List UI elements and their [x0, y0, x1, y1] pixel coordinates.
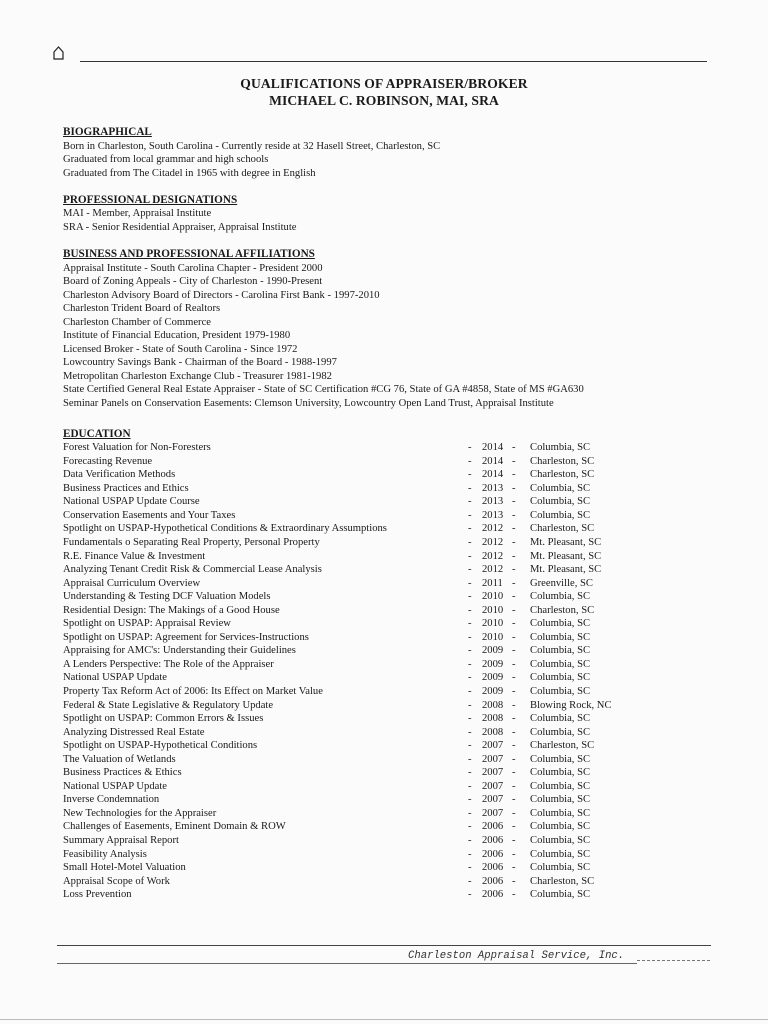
education-row	[63, 617, 703, 631]
education-year: 2009	[482, 645, 504, 657]
education-dash: -	[468, 523, 472, 535]
education-row	[63, 848, 703, 862]
education-row	[63, 780, 703, 794]
education-row	[63, 455, 703, 469]
education-row	[63, 820, 703, 834]
education-dash: -	[468, 821, 472, 833]
education-course: Small Hotel-Motel Valuation	[63, 862, 186, 874]
education-dash: -	[468, 496, 472, 508]
education-dash: -	[512, 780, 516, 792]
footer-rule-dashed	[637, 960, 710, 961]
education-course: A Lenders Perspective: The Role of the Appraiser	[63, 658, 274, 670]
education-course: Fundamentals o Separating Real Property, Personal Property	[63, 536, 320, 548]
education-location: Columbia, SC	[530, 794, 591, 806]
education-year: 2009	[482, 658, 504, 670]
education-dash: -	[468, 834, 472, 846]
education-course: Analyzing Distressed Real Estate	[63, 726, 205, 738]
education-dash: -	[468, 564, 472, 576]
education-location: Charleston, SC	[530, 523, 595, 535]
education-dash: -	[512, 848, 516, 860]
education-dash: -	[512, 536, 516, 548]
education-year: 2007	[482, 780, 504, 792]
education-year: 2013	[482, 509, 504, 521]
education-location: Columbia, SC	[530, 713, 591, 725]
education-year: 2006	[482, 834, 504, 846]
education-dash: -	[512, 564, 516, 576]
education-row	[63, 522, 703, 536]
education-dash: -	[512, 455, 516, 467]
education-dash: -	[512, 699, 516, 711]
house-outline-icon	[53, 46, 64, 60]
document-header	[0, 75, 768, 109]
education-dash: -	[512, 604, 516, 616]
education-dash: -	[512, 740, 516, 752]
education-dash: -	[512, 645, 516, 657]
education-course: Spotlight on USPAP-Hypothetical Conditions	[63, 740, 258, 752]
affiliation-line: Appraisal Institute - South Carolina Chapter - President 2000	[63, 262, 323, 274]
education-year: 2008	[482, 699, 504, 711]
education-course: Forecasting Revenue	[63, 455, 153, 467]
education-year: 2010	[482, 604, 504, 616]
education-course: Business Practices & Ethics	[63, 767, 182, 779]
education-year: 2009	[482, 685, 504, 697]
education-location: Columbia, SC	[530, 645, 591, 657]
education-row	[63, 726, 703, 740]
education-year: 2006	[482, 875, 504, 887]
education-row	[63, 631, 703, 645]
education-location: Columbia, SC	[530, 821, 591, 833]
education-dash: -	[512, 834, 516, 846]
education-location: Columbia, SC	[530, 889, 591, 901]
education-course: Property Tax Reform Act of 2006: Its Effect on Market Value	[63, 685, 323, 697]
education-location: Columbia, SC	[530, 726, 591, 738]
education-row	[63, 861, 703, 875]
education-dash: -	[512, 591, 516, 603]
education-location: Columbia, SC	[530, 509, 591, 521]
education-dash: -	[468, 442, 472, 454]
education-dash: -	[468, 753, 472, 765]
education-year: 2006	[482, 862, 504, 874]
education-location: Mt. Pleasant, SC	[530, 550, 602, 562]
education-row	[63, 482, 703, 496]
education-course: National USPAP Update Course	[63, 496, 200, 508]
education-location: Columbia, SC	[530, 496, 591, 508]
section-biographical	[63, 126, 703, 180]
education-dash: -	[512, 442, 516, 454]
education-location: Charleston, SC	[530, 875, 595, 887]
education-row	[63, 495, 703, 509]
education-course: National USPAP Update	[63, 780, 167, 792]
biographical-line: Graduated from The Citadel in 1965 with degree in English	[63, 167, 316, 179]
education-dash: -	[468, 713, 472, 725]
education-location: Columbia, SC	[530, 862, 591, 874]
education-dash: -	[512, 753, 516, 765]
section-title-affiliations: BUSINESS AND PROFESSIONAL AFFILIATIONS	[63, 247, 315, 260]
education-row	[63, 793, 703, 807]
education-year: 2012	[482, 550, 504, 562]
education-year: 2007	[482, 794, 504, 806]
education-row	[63, 766, 703, 780]
footer-rule	[57, 945, 711, 946]
education-location: Columbia, SC	[530, 807, 591, 819]
education-course: New Technologies for the Appraiser	[63, 807, 217, 819]
education-row	[63, 753, 703, 767]
education-dash: -	[468, 780, 472, 792]
education-course: National USPAP Update	[63, 672, 167, 684]
education-dash: -	[468, 767, 472, 779]
education-dash: -	[468, 509, 472, 521]
affiliation-line: Metropolitan Charleston Exchange Club - Treasurer 1981-1982	[63, 370, 332, 382]
education-course: Data Verification Methods	[63, 469, 176, 481]
education-dash: -	[468, 455, 472, 467]
education-row	[63, 577, 703, 591]
education-row	[63, 888, 703, 902]
education-dash: -	[468, 726, 472, 738]
education-dash: -	[468, 848, 472, 860]
education-location: Columbia, SC	[530, 848, 591, 860]
education-course: Federal & State Legislative & Regulatory Update	[63, 699, 274, 711]
section-designations	[63, 194, 703, 235]
education-course: The Valuation of Wetlands	[63, 753, 176, 765]
education-course: Spotlight on USPAP: Common Errors & Issues	[63, 713, 264, 725]
education-row	[63, 658, 703, 672]
education-dash: -	[512, 509, 516, 521]
education-course: Analyzing Tenant Credit Risk & Commercial Lease Analysis	[63, 564, 322, 576]
education-dash: -	[468, 645, 472, 657]
education-location: Columbia, SC	[530, 780, 591, 792]
education-row	[63, 644, 703, 658]
education-row	[63, 441, 703, 455]
education-dash: -	[512, 658, 516, 670]
education-dash: -	[512, 713, 516, 725]
education-course: Feasibility Analysis	[63, 848, 147, 860]
education-year: 2007	[482, 807, 504, 819]
education-location: Columbia, SC	[530, 442, 591, 454]
education-dash: -	[512, 482, 516, 494]
affiliation-line: Seminar Panels on Conservation Easements: Clemson University, Lowcountry Open Land Trust, Appraisal Institute	[63, 397, 554, 409]
affiliation-line: Institute of Financial Education, President 1979-1980	[63, 330, 291, 342]
education-dash: -	[512, 821, 516, 833]
education-course: Residential Design: The Makings of a Good House	[63, 604, 280, 616]
document-body	[63, 126, 703, 902]
education-dash: -	[468, 550, 472, 562]
education-dash: -	[468, 618, 472, 630]
biographical-line: Born in Charleston, South Carolina - Currently reside at 32 Hasell Street, Charleston, SC	[63, 140, 441, 152]
education-course: Forest Valuation for Non-Foresters	[63, 442, 211, 454]
education-dash: -	[512, 496, 516, 508]
education-year: 2013	[482, 496, 504, 508]
education-course: Inverse Condemnation	[63, 794, 160, 806]
education-location: Charleston, SC	[530, 604, 595, 616]
education-row	[63, 509, 703, 523]
education-course: Appraisal Scope of Work	[63, 875, 170, 887]
education-year: 2012	[482, 536, 504, 548]
education-course: Appraising for AMC's: Understanding their Guidelines	[63, 645, 296, 657]
section-title-designations: PROFESSIONAL DESIGNATIONS	[63, 193, 238, 206]
education-year: 2010	[482, 631, 504, 643]
education-location: Mt. Pleasant, SC	[530, 536, 602, 548]
education-dash: -	[468, 685, 472, 697]
education-dash: -	[468, 862, 472, 874]
education-course: Conservation Easements and Your Taxes	[63, 509, 236, 521]
education-year: 2010	[482, 618, 504, 630]
education-course: Loss Prevention	[63, 889, 132, 901]
education-course: Understanding & Testing DCF Valuation Models	[63, 591, 271, 603]
section-title-biographical: BIOGRAPHICAL	[63, 126, 152, 138]
education-course: Spotlight on USPAP-Hypothetical Conditions & Extraordinary Assumptions	[63, 523, 387, 535]
education-course: R.E. Finance Value & Investment	[63, 550, 206, 562]
footer-company-name: Charleston Appraisal Service, Inc.	[408, 950, 625, 962]
footer-rule-lower	[57, 963, 637, 964]
education-dash: -	[468, 482, 472, 494]
biographical-lines	[63, 140, 703, 181]
education-dash: -	[512, 523, 516, 535]
education-row	[63, 875, 703, 889]
education-course: Summary Appraisal Report	[63, 834, 179, 846]
education-row	[63, 550, 703, 564]
education-dash: -	[468, 469, 472, 481]
top-rule	[80, 61, 707, 62]
education-row	[63, 834, 703, 848]
designation-line: MAI - Member, Appraisal Institute	[63, 208, 212, 220]
education-row	[63, 563, 703, 577]
affiliation-line: Board of Zoning Appeals - City of Charleston - 1990-Present	[63, 276, 323, 288]
affiliation-line: Lowcountry Savings Bank - Chairman of the Board - 1988-1997	[63, 357, 337, 369]
education-course: Challenges of Easements, Eminent Domain & ROW	[63, 821, 286, 833]
education-location: Mt. Pleasant, SC	[530, 564, 602, 576]
education-dash: -	[468, 658, 472, 670]
education-dash: -	[468, 889, 472, 901]
document-title: QUALIFICATIONS OF APPRAISER/BROKER	[240, 76, 528, 91]
section-affiliations	[63, 248, 703, 411]
education-year: 2006	[482, 821, 504, 833]
education-dash: -	[468, 536, 472, 548]
education-year: 2014	[482, 455, 504, 467]
education-location: Columbia, SC	[530, 672, 591, 684]
education-year: 2007	[482, 767, 504, 779]
education-location: Columbia, SC	[530, 685, 591, 697]
education-row	[63, 604, 703, 618]
education-year: 2007	[482, 753, 504, 765]
education-row	[63, 739, 703, 753]
education-dash: -	[468, 699, 472, 711]
education-dash: -	[512, 672, 516, 684]
education-year: 2013	[482, 482, 504, 494]
education-row	[63, 699, 703, 713]
education-dash: -	[512, 631, 516, 643]
education-location: Columbia, SC	[530, 658, 591, 670]
education-dash: -	[512, 550, 516, 562]
education-dash: -	[468, 794, 472, 806]
education-location: Columbia, SC	[530, 591, 591, 603]
education-year: 2006	[482, 848, 504, 860]
affiliation-line: State Certified General Real Estate Appraiser - State of SC Certification #CG 76, State of GA #4858, State of MS #GA630	[63, 384, 584, 396]
education-location: Columbia, SC	[530, 767, 591, 779]
education-year: 2011	[482, 577, 503, 589]
education-location: Charleston, SC	[530, 455, 595, 467]
education-location: Columbia, SC	[530, 753, 591, 765]
education-course: Spotlight on USPAP: Appraisal Review	[63, 618, 231, 630]
education-dash: -	[512, 577, 516, 589]
education-dash: -	[468, 577, 472, 589]
biographical-line: Graduated from local grammar and high schools	[63, 154, 269, 166]
education-dash: -	[512, 469, 516, 481]
education-location: Blowing Rock, NC	[530, 699, 612, 711]
education-year: 2012	[482, 564, 504, 576]
education-course: Business Practices and Ethics	[63, 482, 189, 494]
education-row	[63, 590, 703, 604]
education-dash: -	[468, 740, 472, 752]
education-table	[63, 441, 703, 902]
designation-line: SRA - Senior Residential Appraiser, Appraisal Institute	[63, 221, 297, 233]
education-location: Columbia, SC	[530, 631, 591, 643]
affiliation-lines	[63, 262, 703, 411]
education-year: 2006	[482, 889, 504, 901]
education-row	[63, 685, 703, 699]
education-row	[63, 536, 703, 550]
section-education	[63, 428, 703, 902]
affiliation-line: Licensed Broker - State of South Carolina - Since 1972	[63, 343, 298, 355]
affiliation-line: Charleston Chamber of Commerce	[63, 316, 211, 328]
affiliation-line: Charleston Trident Board of Realtors	[63, 303, 221, 315]
education-dash: -	[468, 604, 472, 616]
appraiser-name: MICHAEL C. ROBINSON, MAI, SRA	[269, 93, 499, 108]
education-row	[63, 468, 703, 482]
education-dash: -	[512, 685, 516, 697]
education-year: 2014	[482, 469, 504, 481]
education-location: Columbia, SC	[530, 618, 591, 630]
education-dash: -	[512, 794, 516, 806]
education-dash: -	[468, 631, 472, 643]
education-location: Greenville, SC	[530, 577, 593, 589]
education-course: Appraisal Curriculum Overview	[63, 577, 201, 589]
education-year: 2008	[482, 726, 504, 738]
education-year: 2009	[482, 672, 504, 684]
section-title-education: EDUCATION	[63, 427, 131, 440]
education-dash: -	[468, 807, 472, 819]
education-year: 2008	[482, 713, 504, 725]
education-year: 2010	[482, 591, 504, 603]
page-bottom-edge	[0, 1019, 768, 1020]
education-dash: -	[512, 618, 516, 630]
designation-lines	[63, 207, 703, 234]
education-dash: -	[468, 672, 472, 684]
education-course: Spotlight on USPAP: Agreement for Services-Instructions	[63, 631, 309, 643]
affiliation-line: Charleston Advisory Board of Directors - Carolina First Bank - 1997-2010	[63, 289, 380, 301]
education-dash: -	[512, 862, 516, 874]
education-row	[63, 712, 703, 726]
education-location: Columbia, SC	[530, 482, 591, 494]
education-row	[63, 807, 703, 821]
education-location: Charleston, SC	[530, 740, 595, 752]
education-row	[63, 671, 703, 685]
education-year: 2014	[482, 442, 504, 454]
education-location: Columbia, SC	[530, 834, 591, 846]
education-dash: -	[512, 875, 516, 887]
education-dash: -	[512, 726, 516, 738]
education-dash: -	[512, 767, 516, 779]
education-year: 2007	[482, 740, 504, 752]
education-dash: -	[468, 591, 472, 603]
education-dash: -	[512, 889, 516, 901]
education-location: Charleston, SC	[530, 469, 595, 481]
education-dash: -	[512, 807, 516, 819]
education-year: 2012	[482, 523, 504, 535]
education-dash: -	[468, 875, 472, 887]
